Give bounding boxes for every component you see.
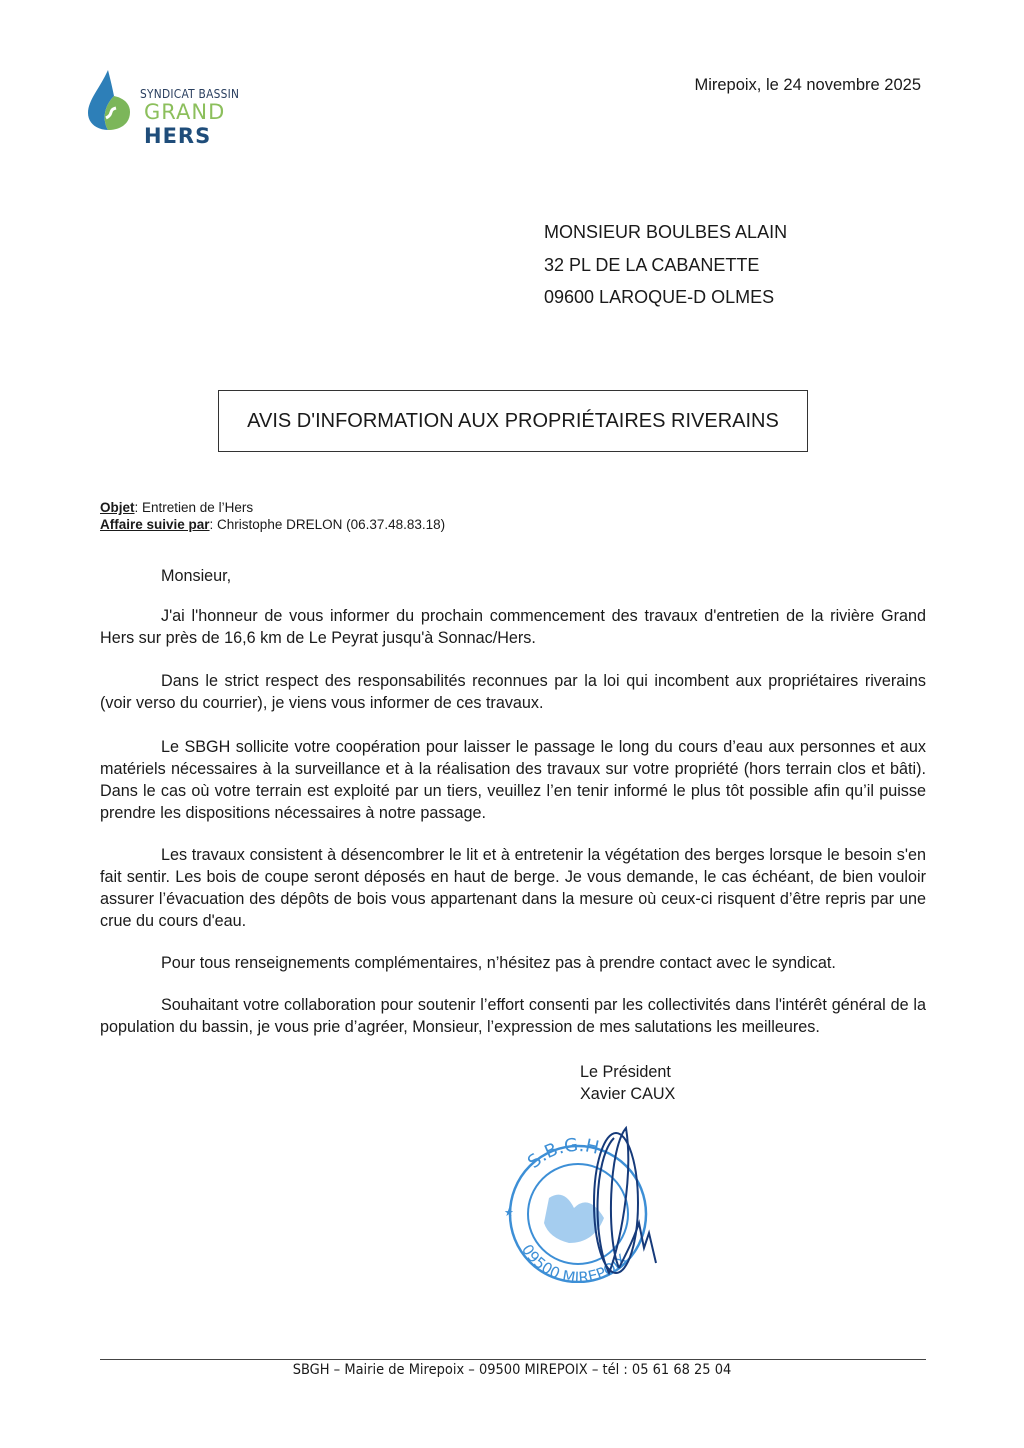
logo-hers: HERS [144,124,212,148]
logo-line1: SYNDICAT BASSIN [140,86,240,101]
salutation: Monsieur, [161,567,232,585]
paragraph-5: Pour tous renseignements complémentaires, n’hésitez pas à prendre contact avec le syndicat. [161,954,836,972]
logo-grand: GRAND [144,100,226,124]
recipient-city: 09600 LAROQUE-D OLMES [544,287,775,307]
signature-block [580,1061,675,1105]
signatory-name: Xavier CAUX [580,1085,676,1103]
notice-title-box [218,390,808,452]
paragraph-1: J'ai l'honneur de vous informer du prochain commencement des travaux d'entretien de la rivière Grand Hers sur près de 16,6 km de Le Peyrat jusqu'à Sonnac/Hers. [100,607,926,647]
affaire-value: : Christophe DRELON (06.37.48.83.18) [209,517,446,532]
logo-line2 [144,100,296,148]
footer-contact: SBGH – Mairie de Mirepoix – 09500 MIREPOIX – tél : 05 61 68 25 04 [292,1362,732,1378]
objet-value: : Entretien de l’Hers [134,500,254,515]
syndicat-logo [86,68,296,148]
footer-divider [100,1359,926,1360]
recipient-address [544,216,787,314]
svg-text:09500 MIREPOIX: 09500 MIREPOIX [517,1241,632,1283]
svg-text:★: ★ [504,1207,514,1219]
official-stamp-signature [494,1118,669,1283]
letter-date: Mirepoix, le 24 novembre 2025 [694,76,921,94]
affaire-label: Affaire suivie par [100,517,210,532]
signatory-role: Le Président [580,1063,671,1081]
paragraph-2: Dans le strict respect des responsabilités reconnues par la loi qui incombent aux propriétaires riverains (voir verso du courrier), je viens vous informer de ces travaux. [100,672,926,712]
paragraph-6: Souhaitant votre collaboration pour soutenir l’effort consenti par les collectivités dans l'intérêt général de la population du bassin, je vous prie d’agréer, Monsieur, l’expression de mes salutations les meilleures. [100,996,926,1036]
recipient-name: MONSIEUR BOULBES ALAIN [544,222,788,242]
objet-label: Objet [100,500,135,515]
paragraph-3: Le SBGH sollicite votre coopération pour laisser le passage le long du cours d’eau aux personnes et aux matériels nécessaires à la surveillance et à la réalisation des travaux sur votre propriété (hors terrain clos et bâti). Dans le cas où votre terrain est exploité par un tiers, veuillez l’en tenir informé le plus tôt possible afin qu’il puisse prendre les dispositions nécessaires à notre passage. [100,738,926,822]
svg-text:S.B.G.H: S.B.G.H [523,1134,601,1173]
paragraph-4: Les travaux consistent à désencombrer le lit et à entretenir la végétation des berges lorsque le besoin s'en fait sentir. Les bois de coupe seront déposés en haut de berge. Je vous demande, le cas échéant, de bien vouloir assurer l’évacuation des dépôts de bois vous appartenant dans la mesure où ceux-ci risquent d’être repris par une crue du cours d'eau. [100,846,926,930]
recipient-street: 32 PL DE LA CABANETTE [544,254,760,275]
notice-title: AVIS D'INFORMATION AUX PROPRIÉTAIRES RIVERAINS [247,409,779,432]
letter-meta [100,499,445,533]
water-drop-icon [86,68,136,132]
